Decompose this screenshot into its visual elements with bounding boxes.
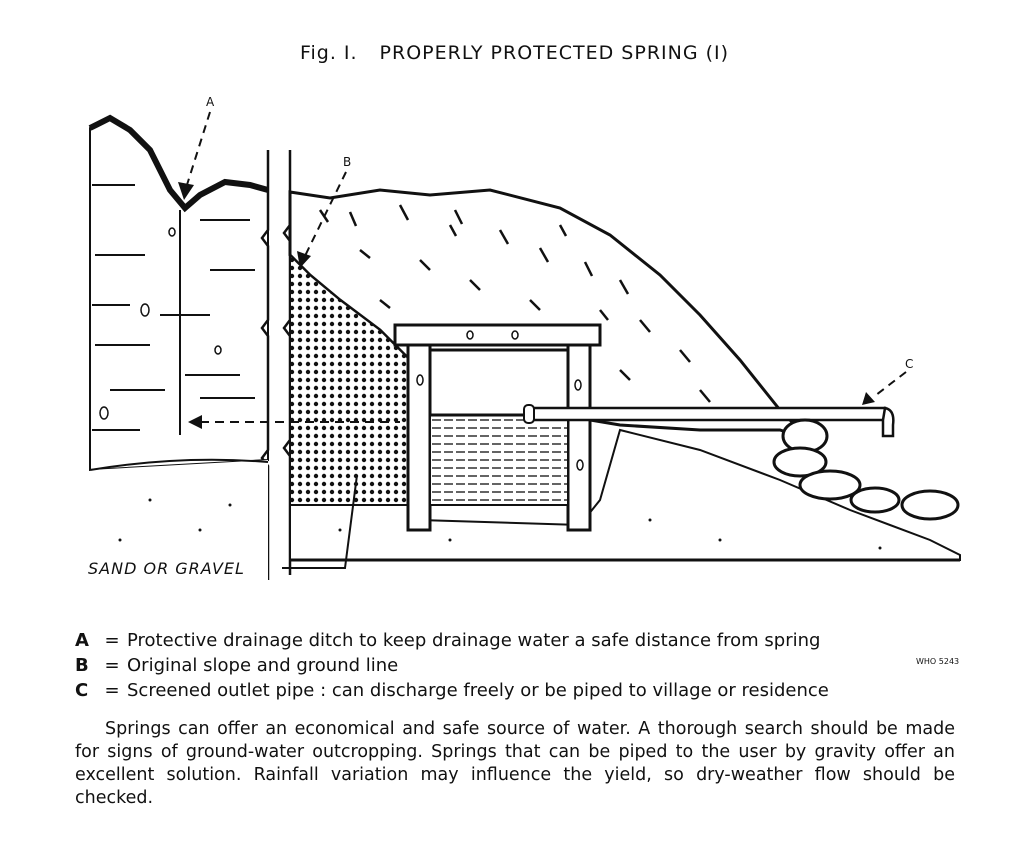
legend	[75, 628, 975, 703]
arrow-a	[178, 112, 210, 200]
label-c: C	[905, 357, 914, 371]
legend-equals: =	[104, 680, 120, 701]
arrow-c	[862, 372, 906, 405]
figure-caption: PROPERLY PROTECTED SPRING (I)	[379, 42, 730, 64]
spring-box	[395, 325, 600, 530]
label-b: B	[343, 155, 352, 169]
body-paragraph: Springs can offer an economical and safe source of water. A thorough search should be made for signs of ground-water outcropping. Springs that can be piped to the user by gravity offer an excellent solution. Rainfall variation may influence the yield, so dry-weather flow should be checked.	[75, 719, 955, 808]
legend-row-c	[75, 678, 975, 703]
legend-equals: =	[104, 655, 120, 676]
figure-number: Fig. I.	[299, 42, 358, 64]
legend-text: Original slope and ground line	[127, 655, 399, 676]
sand-gravel-label: SAND OR GRAVEL	[88, 559, 245, 578]
legend-text: Screened outlet pipe : can discharge freely or be piped to village or residence	[127, 680, 829, 701]
legend-text: Protective drainage ditch to keep drainage water a safe distance from spring	[127, 630, 821, 651]
legend-key: B	[75, 655, 89, 676]
legend-key: A	[75, 630, 89, 651]
legend-row-b	[75, 653, 975, 678]
legend-row-a	[75, 628, 975, 653]
label-a: A	[206, 95, 215, 109]
legend-key: C	[75, 680, 89, 701]
legend-equals: =	[104, 630, 120, 651]
who-stamp: WHO 5243	[916, 657, 960, 666]
